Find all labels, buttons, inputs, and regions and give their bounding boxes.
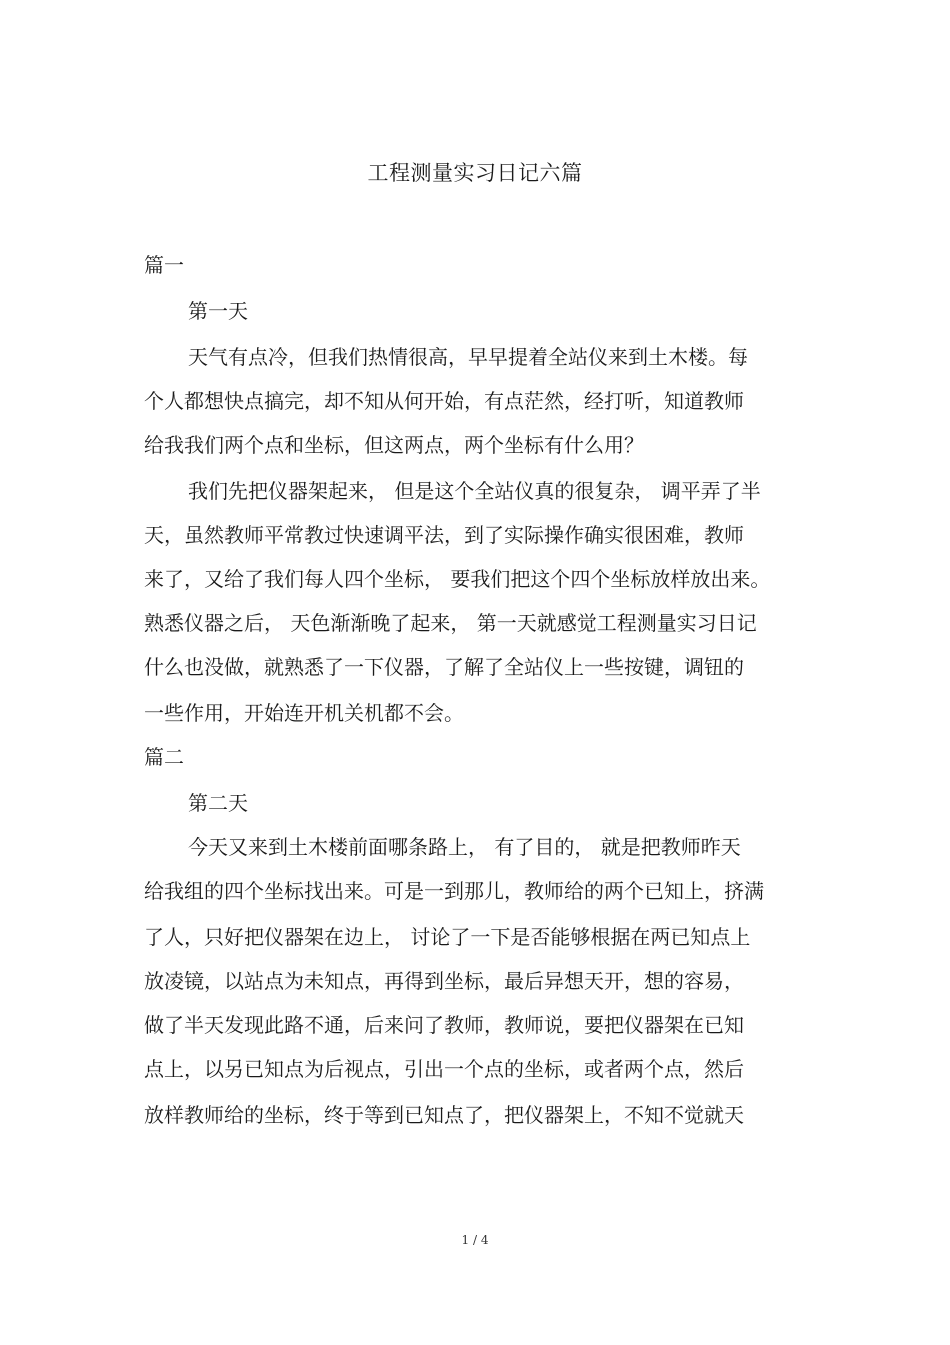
text-line: 熟悉仪器之后， 天色渐渐晚了起来， 第一天就感觉工程测量实习日记 xyxy=(144,611,757,635)
text-line: 放凌镜，以站点为未知点，再得到坐标，最后异想天开，想的容易， xyxy=(144,969,744,993)
page-number: 1 / 4 xyxy=(461,1233,489,1247)
text-line: 做了半天发现此路不通，后来问了教师，教师说，要把仪器架在已知 xyxy=(144,1013,744,1037)
text-line: 一些作用，开始连开机关机都不会。 xyxy=(144,701,464,725)
text-line: 来了，又给了我们每人四个坐标， 要我们把这个四个坐标放样放出来。 xyxy=(144,567,771,591)
day-heading-2: 第二天 xyxy=(188,791,248,815)
text-line: 天，虽然教师平常教过快速调平法，到了实际操作确实很困难，教师 xyxy=(144,523,744,547)
section-heading-1: 篇一 xyxy=(144,253,184,277)
text-line: 我们先把仪器架起来， 但是这个全站仪真的很复杂， 调平弄了半 xyxy=(188,479,761,503)
day-heading-1: 第一天 xyxy=(188,299,248,323)
text-line: 个人都想快点搞完，却不知从何开始，有点茫然，经打听，知道教师 xyxy=(144,389,744,413)
text-line: 天气有点冷，但我们热情很高，早早提着全站仪来到土木楼。每 xyxy=(188,345,748,369)
text-line: 给我组的四个坐标找出来。可是一到那儿，教师给的两个已知上，挤满 xyxy=(144,879,764,903)
text-line: 给我我们两个点和坐标，但这两点，两个坐标有什么用？ xyxy=(144,433,644,457)
section-heading-2: 篇二 xyxy=(144,745,184,769)
text-line: 了人，只好把仪器架在边上， 讨论了一下是否能够根据在两已知点上 xyxy=(144,925,751,949)
text-line: 什么也没做，就熟悉了一下仪器，了解了全站仪上一些按键，调钮的 xyxy=(144,655,744,679)
text-line: 今天又来到土木楼前面哪条路上， 有了目的， 就是把教师昨天 xyxy=(188,835,741,859)
text-line: 点上，以另已知点为后视点，引出一个点的坐标，或者两个点，然后 xyxy=(144,1057,744,1081)
text-line: 放样教师给的坐标，终于等到已知点了，把仪器架上，不知不觉就天 xyxy=(144,1103,744,1127)
document-title: 工程测量实习日记六篇 xyxy=(367,161,583,185)
